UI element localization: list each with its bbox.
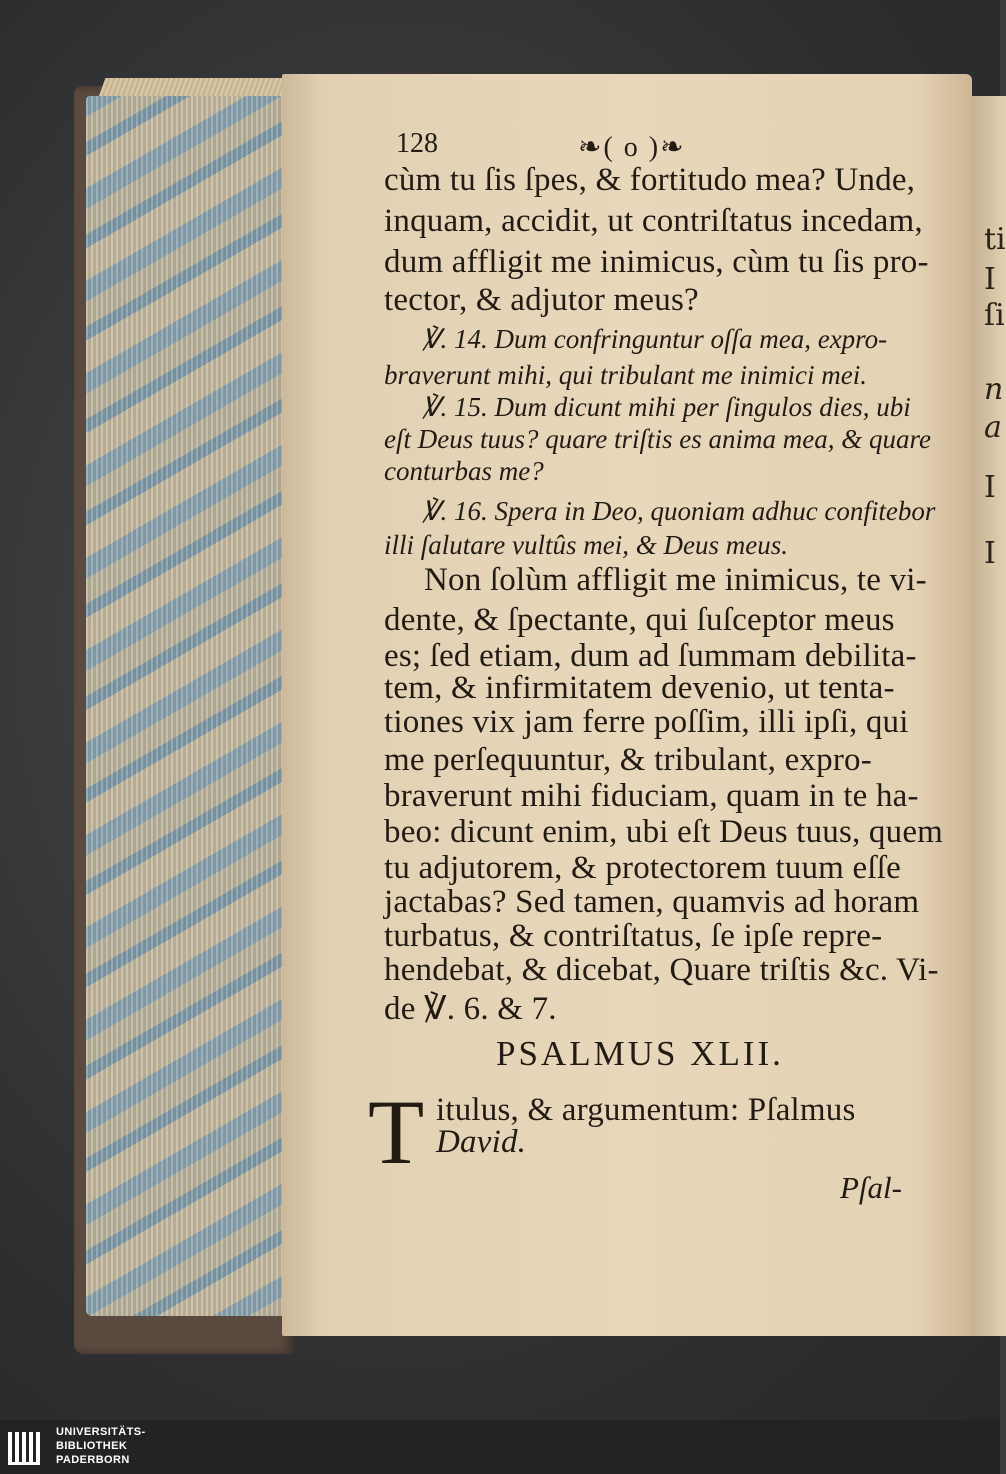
commentary-line: braverunt mihi fiduciam, quam in te ha- [384,778,919,814]
drop-cap: T [368,1081,425,1183]
verse-line: ℣. 16. Spera in Deo, quoniam adhuc confitebor [422,496,936,526]
commentary-line: de ℣. 6. & 7. [384,991,557,1027]
commentary-line: hendebat, & dicebat, Quare triſtis &c. Vi- [384,952,939,988]
commentary-line: me perſequuntur, & tribulant, expro- [384,742,872,778]
facing-page-letter: I [984,262,996,297]
logo-line: UNIVERSITÄTS- [56,1426,146,1438]
footer-bar [0,1420,1000,1474]
commentary-line: es; ſed etiam, dum ad ſummam debilita- [384,638,917,674]
verse-line: ℣. 14. Dum confringuntur oſſa mea, expro- [422,324,888,354]
text-line: dum affligit me inimicus, cùm tu ſis pro- [384,244,929,280]
library-logo-icon [6,1426,46,1468]
text-line: tector, & adjutor meus? [384,282,699,318]
commentary-line: Non ſolùm affligit me inimicus, te vi- [424,562,927,598]
page-number: 128 [396,128,438,159]
facing-page-letter: I [984,536,996,571]
catchword: Pſal- [840,1170,902,1205]
commentary-line: turbatus, & contriſtatus, ſe ipſe repre- [384,918,883,954]
commentary-line: dente, & ſpectante, qui ſuſceptor meus [384,602,895,638]
logo-line: PADERBORN [56,1454,130,1466]
text-line: cùm tu ſis ſpes, & fortitudo mea? Unde, [384,162,916,198]
verse-line: eſt Deus tuus? quare triſtis es anima mea, & quare [384,424,931,454]
marbled-page-edges [86,96,282,1316]
commentary-line: beo: dicunt enim, ubi eſt Deus tuus, quem [384,814,944,850]
commentary-line: jactabas? Sed tamen, quamvis ad horam [384,884,920,920]
title-line: David. [436,1124,527,1160]
verse-line: conturbas me? [384,456,544,486]
commentary-line: tu adjutorem, & protectorem tuum eſſe [384,850,901,886]
header-ornament: ❧( o )❧ [578,132,686,163]
verse-line: ℣. 15. Dum dicunt mihi per ſingulos dies, ubi [422,392,911,422]
verse-line: braverunt mihi, qui tribulant me inimici mei. [384,360,867,390]
facing-page-letter: ti [984,222,1006,257]
verse-line: illi ſalutare vultûs mei, & Deus meus. [384,530,788,560]
library-logo-text [56,1425,146,1467]
facing-page-letter: a [984,410,1002,445]
psalm-heading: PSALMUS XLII. [496,1034,784,1073]
logo-line: BIBLIOTHEK [56,1440,128,1452]
commentary-line: tem, & infirmitatem devenio, ut tenta- [384,670,895,706]
title-line: itulus, & argumentum: Pſalmus [436,1092,856,1128]
commentary-line: tiones vix jam ferre poſſim, illi ipſi, qui [384,704,909,740]
facing-page-letter: I [984,470,996,505]
facing-page-letter: n [984,372,1004,407]
facing-page-letter: ſi [984,298,1005,333]
text-line: inquam, accidit, ut contriſtatus incedam, [384,203,923,239]
